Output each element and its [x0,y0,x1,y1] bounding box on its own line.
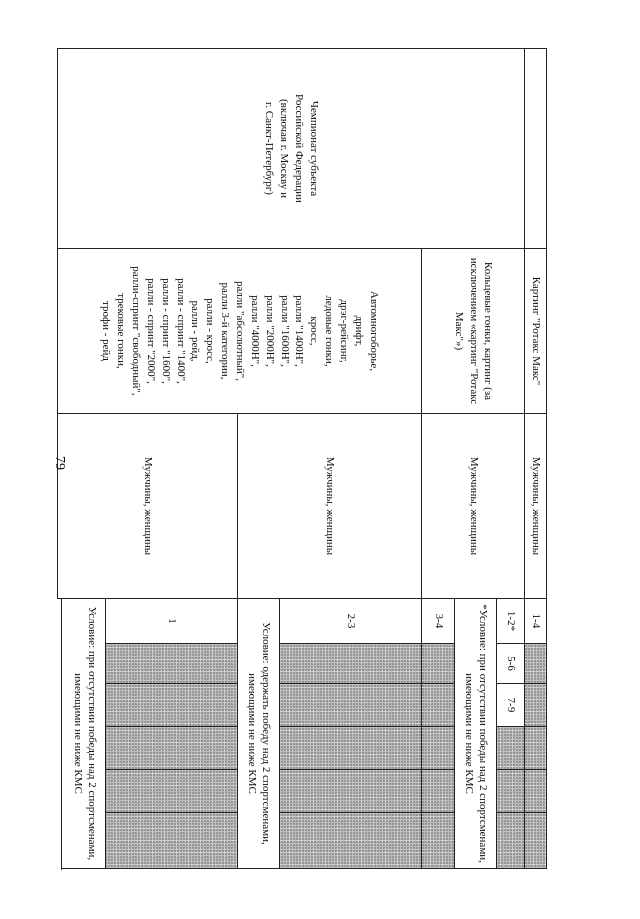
discipline-cell: Картинг "Ротакс Макс" [525,249,547,414]
shaded-cell [106,684,238,727]
rotated-table-wrapper [57,48,547,868]
shaded-cell [496,727,525,770]
col-header-1-4: 1-4 [525,599,547,644]
discipline-item: дрифт, [352,315,365,347]
shaded-cell [279,644,422,684]
discipline-item: ралли "1600Н", [278,295,291,367]
shaded-cell [279,813,422,869]
shaded-cell [525,684,547,727]
table-row [525,49,547,869]
gender-cell: Мужчины, женщины [58,414,238,599]
discipline-item: ралли "2000Н", [263,295,276,367]
col-header-5-6: 5-6 [496,644,525,684]
shaded-cell [279,770,422,813]
gender-cell: Мужчины, женщины [422,414,525,599]
shaded-cell [422,813,455,869]
shaded-cell [496,813,525,869]
discipline-item: ралли - спринт "1600", [159,278,172,384]
shaded-cell [496,770,525,813]
shaded-cell [525,727,547,770]
condition-note: Условие: при отсутствии победы над 2 спортсменами, имеющими не ниже КМС [62,599,106,869]
discipline-item: Автомногоборье, [367,290,380,372]
place-cell: 3-4 [422,599,455,644]
place-cell: 1-2* [496,599,525,644]
shaded-cell [422,770,455,813]
discipline-item: ралли "1400Н", [293,295,306,367]
discipline-item: ралли 3-й категории, [219,282,232,380]
table-row [496,49,525,869]
shaded-cell [422,727,455,770]
region-line: г. Санкт-Петербург) [263,102,276,195]
region-line: (включая г. Москву и [278,99,291,198]
shaded-cell [279,727,422,770]
region-cell-blank [525,49,547,249]
discipline-item: ралли "абсолютный", [234,280,247,382]
discipline-item: ралли "4000Н", [248,295,261,367]
gender-cell: Мужчины, женщины [237,414,421,599]
condition-note: *Условие: при отсутствии победы над 2 спортсменами, имеющими не ниже КМС [455,599,497,869]
shaded-cell [106,813,238,869]
discipline-item: ралли - рейд, [189,300,202,362]
gender-cell: Мужчины, женщины [525,414,547,599]
shaded-cell [279,684,422,727]
discipline-item: дрэг-рейсинг, [337,299,350,363]
shaded-cell [106,644,238,684]
shaded-cell [106,727,238,770]
spacer-cell [58,599,62,869]
discipline-item: ралли - спринт "2000", [144,278,157,384]
discipline-item: трековые гонки, [115,293,128,369]
discipline-item: ралли - кросс, [204,298,217,364]
col-header-7-9: 7-9 [496,684,525,727]
shaded-cell [106,770,238,813]
discipline-item: ралли - спринт "1400", [174,278,187,384]
region-line: Российской Федерации [292,94,305,203]
shaded-cell [422,684,455,727]
condition-note: Условие: одержать победу над 2 спортсменами, имеющими не ниже КМС [237,599,279,869]
discipline-cell: Кольцевые гонки, картинг (за исключением «картинг "Ротакс Макс"») [422,249,525,414]
discipline-item: кросс, [308,316,321,346]
shaded-cell [525,813,547,869]
place-cell: 2-3 [279,599,422,644]
shaded-cell [525,770,547,813]
discipline-item: трофи - рейд [100,301,113,361]
place-cell: 1 [106,599,238,644]
shaded-cell [525,644,547,684]
shaded-cell [422,644,455,684]
page-number: 79 [52,456,67,470]
discipline-item: ралли-спринт "свободный", [130,266,143,396]
sport-ranks-table [57,48,547,869]
discipline-item: ледовые гонки, [323,295,336,367]
auto-disciplines-cell [58,249,422,414]
region-line: Чемпионат субъекта [307,100,320,197]
region-event-cell [58,49,525,249]
